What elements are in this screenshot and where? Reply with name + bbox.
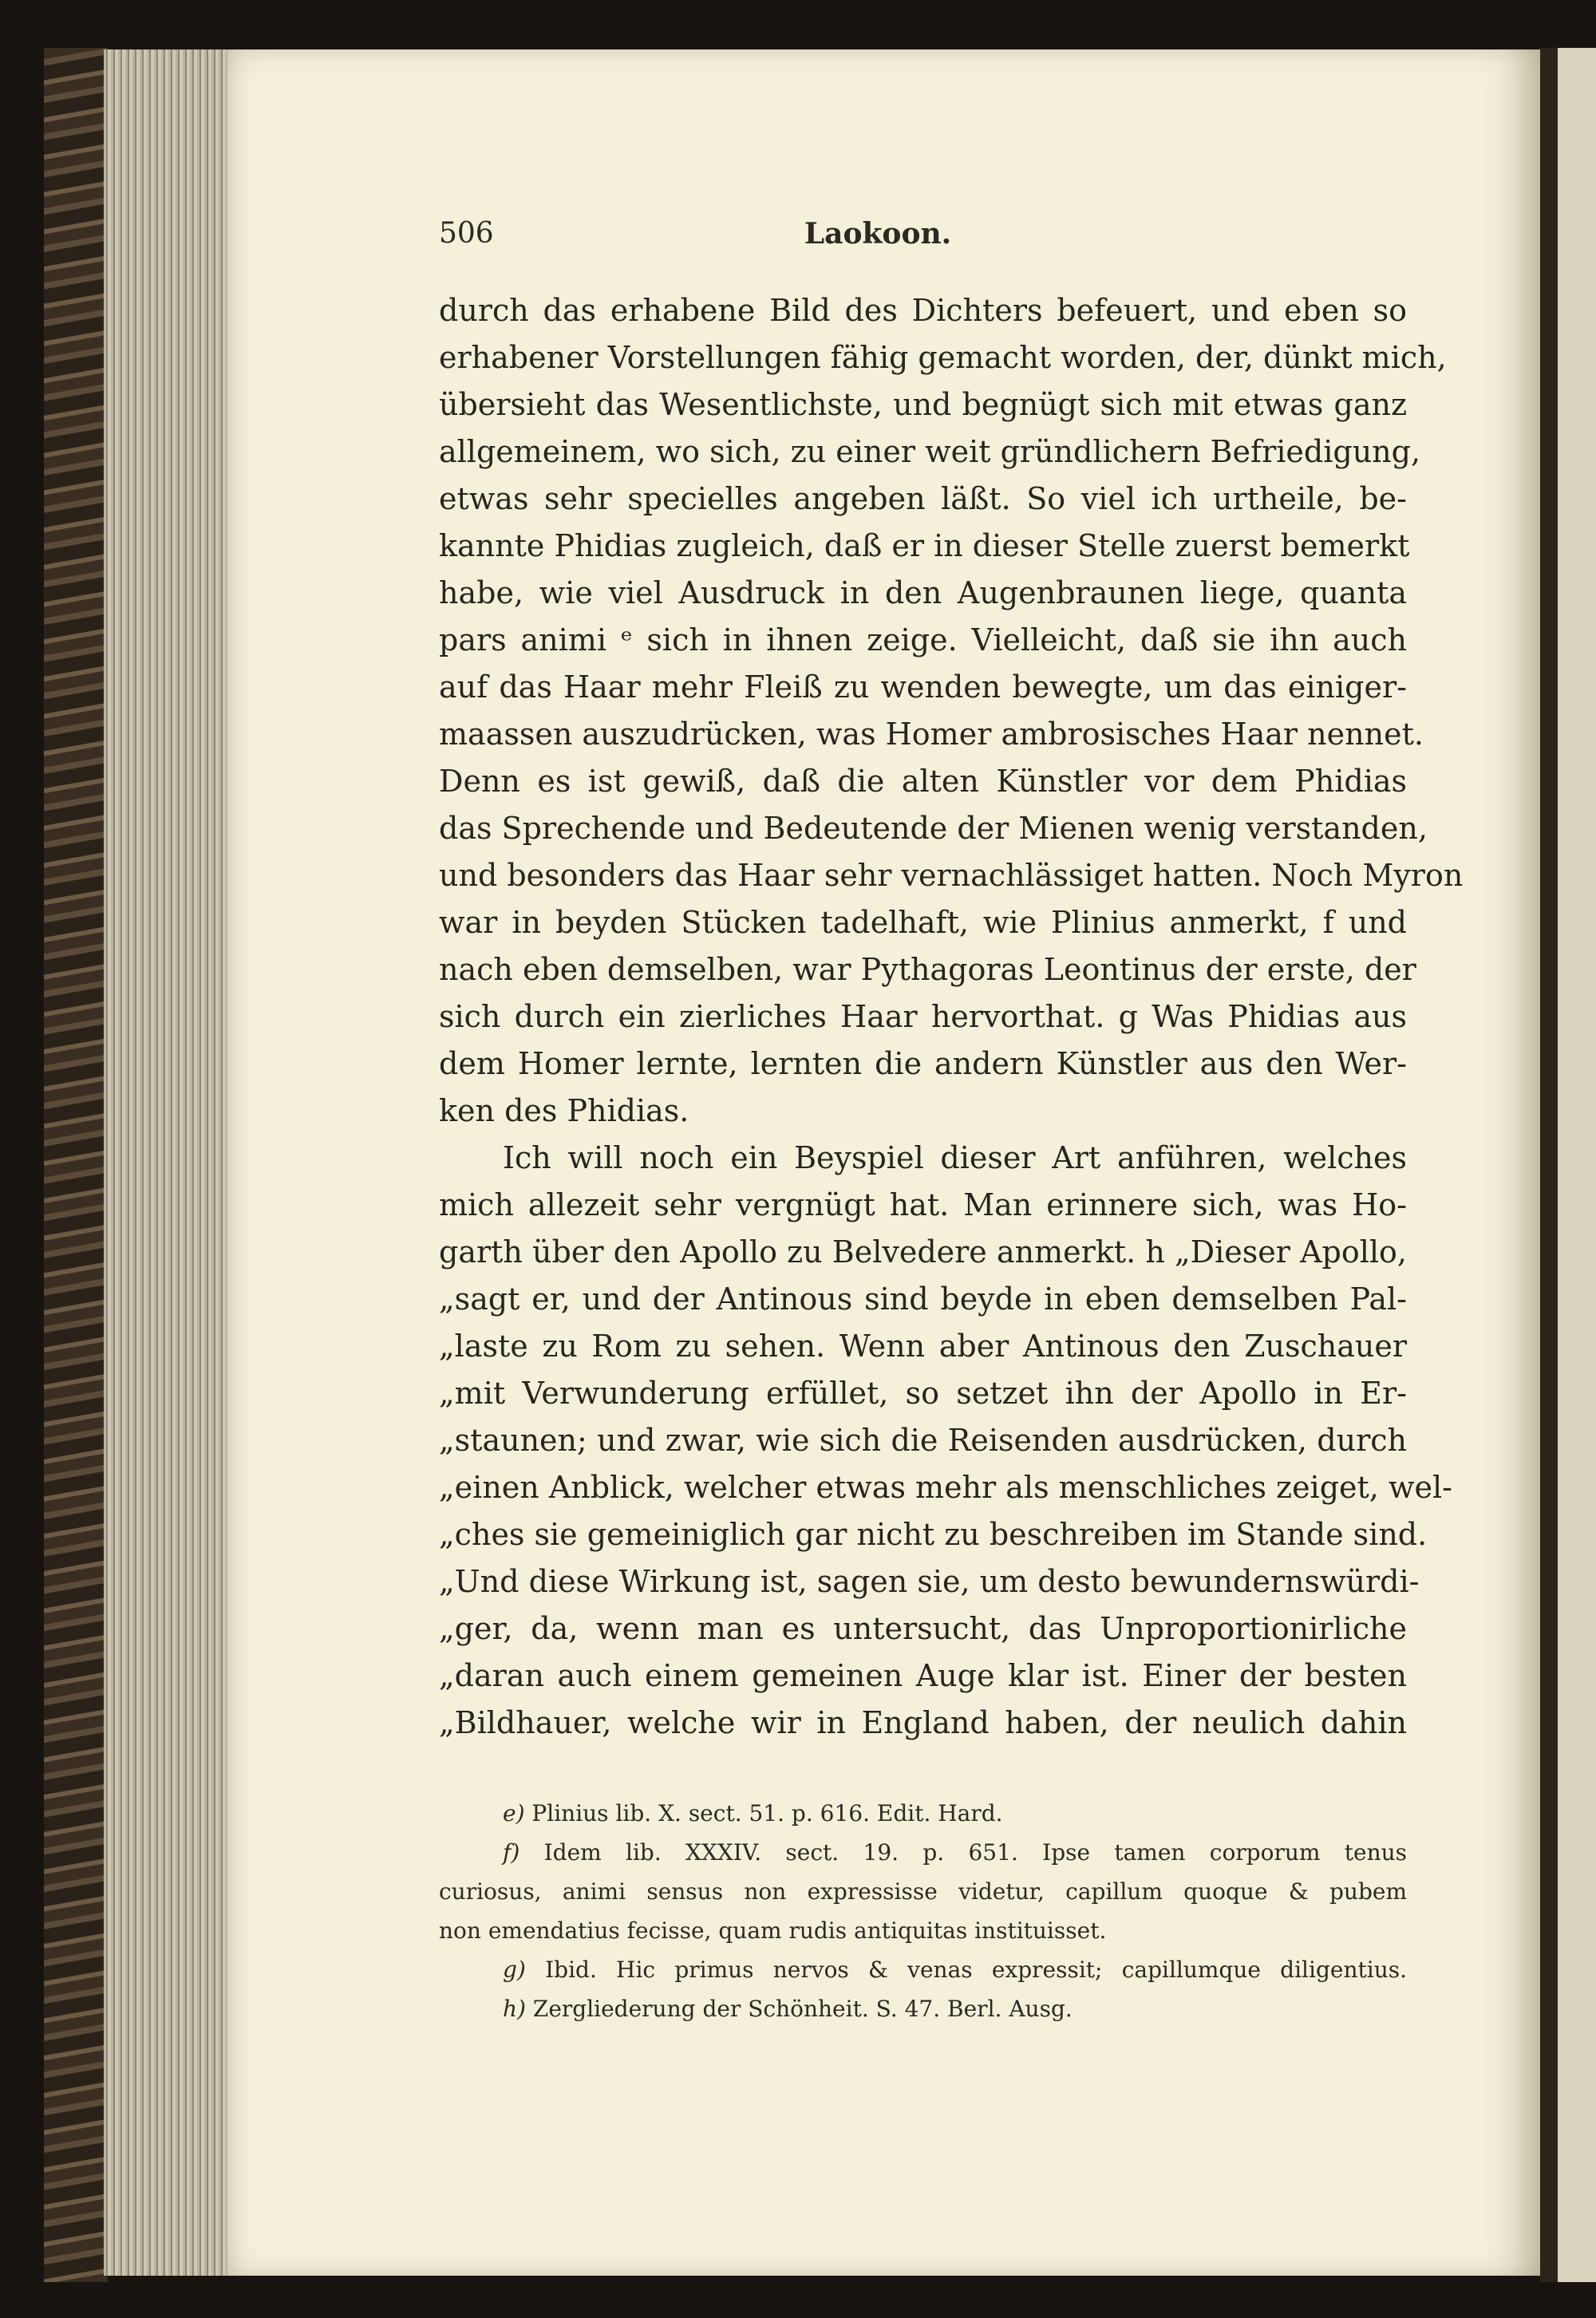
text-line: dem Homer lernte, lernten die andern Künstler aus den Wer- [439, 1046, 1407, 1081]
text-line: erhabener Vorstellungen fähig gemacht worden, der, dünkt mich, [439, 340, 1447, 375]
footnote-text: Plinius lib. X. sect. 51. p. 616. Edit. Hard. [531, 1800, 1003, 1826]
text-line: und besonders das Haar sehr vernachlässiget hatten. Noch Myron [439, 858, 1464, 893]
text-line: „sagt er, und der Antinous sind beyde in eben demselben Pal- [439, 1281, 1407, 1317]
text-line: „ger, da, wenn man es untersucht, das Unproportionirliche [439, 1611, 1407, 1646]
text-line: nach eben demselben, war Pythagoras Leontinus der erste, der [439, 952, 1416, 987]
text-line: „einen Anblick, welcher etwas mehr als menschliches zeiget, wel- [439, 1470, 1452, 1505]
page-stack-edge [104, 49, 231, 2276]
text-line: durch das erhabene Bild des Dichters befeuert, und eben so [439, 293, 1407, 328]
text-line: „Bildhauer, welche wir in England haben, der neulich dahin [439, 1705, 1407, 1740]
text-line: kannte Phidias zugleich, daß er in dieser Stelle zuerst bemerkt [439, 528, 1410, 563]
text-line: „staunen; und zwar, wie sich die Reisenden ausdrücken, durch [439, 1423, 1407, 1458]
facing-page-edge [1558, 48, 1596, 2282]
page-number: 506 [439, 217, 494, 250]
text-line: übersieht das Wesentlichste, und begnügt sich mit etwas ganz [439, 387, 1407, 422]
footnotes [439, 1794, 1407, 2028]
footnote-text: Idem lib. XXXIV. sect. 19. p. 651. Ipse tamen corporum tenus [543, 1839, 1407, 1866]
footnote-line [439, 1833, 1407, 1872]
book-gutter [1540, 48, 1558, 2282]
text-line: „laste zu Rom zu sehen. Wenn aber Antinous den Zuschauer [439, 1329, 1407, 1364]
text-line: „ches sie gemeiniglich gar nicht zu beschreiben im Stande sind. [439, 1517, 1428, 1552]
text-line: „mit Verwunderung erfüllet, so setzet ihn der Apollo in Er- [439, 1376, 1407, 1411]
footnote-text: Zergliederung der Schönheit. S. 47. Berl. Ausg. [532, 1996, 1073, 2022]
footnote-marker: h) [503, 1996, 533, 2022]
footnote-text: curiosus, animi sensus non expressisse videtur, capillum quoque & pubem [439, 1878, 1407, 1905]
footnote-line [439, 1989, 1407, 2028]
running-title: Laokoon. [804, 217, 952, 251]
footnote-line [439, 1794, 1407, 1833]
footnote-text: non emendatius fecisse, quam rudis antiquitas instituisset. [439, 1917, 1107, 1944]
footnote-text: Ibid. Hic primus nervos & venas expressit; capillumque diligentius. [545, 1957, 1408, 1983]
text-line: „Und diese Wirkung ist, sagen sie, um desto bewundernswürdi- [439, 1564, 1420, 1599]
text-line: „daran auch einem gemeinen Auge klar ist. Einer der besten [439, 1658, 1407, 1693]
text-line: garth über den Apollo zu Belvedere anmerkt. h „Dieser Apollo, [439, 1234, 1407, 1270]
text-line: allgemeinem, wo sich, zu einer weit gründlichern Befriedigung, [439, 434, 1421, 469]
footnote-line [439, 1872, 1407, 1911]
text-line: ken des Phidias. [439, 1093, 689, 1128]
text-line: Ich will noch ein Beyspiel dieser Art anführen, welches [503, 1140, 1407, 1175]
text-line: auf das Haar mehr Fleiß zu wenden bewegte, um das einiger- [439, 669, 1407, 705]
book-cover-edge [44, 48, 108, 2282]
page-header [439, 217, 1407, 257]
footnote-marker: e) [503, 1800, 532, 1826]
text-line: habe, wie viel Ausdruck in den Augenbraunen liege, quanta [439, 575, 1407, 610]
footnote-marker: g) [503, 1957, 546, 1983]
text-line: sich durch ein zierliches Haar hervorthat. g Was Phidias aus [439, 999, 1407, 1034]
text-line: etwas sehr specielles angeben läßt. So viel ich urtheile, be- [439, 481, 1407, 516]
text-line: das Sprechende und Bedeutende der Mienen wenig verstanden, [439, 811, 1428, 846]
footnote-marker: f) [503, 1839, 544, 1866]
footnote-line [439, 1911, 1407, 1950]
text-line: war in beyden Stücken tadelhaft, wie Plinius anmerkt, f und [439, 905, 1407, 940]
text-line: maassen auszudrücken, was Homer ambrosisches Haar nennet. [439, 717, 1424, 752]
body-text [439, 287, 1464, 1747]
footnote-line [439, 1950, 1407, 1989]
text-line: pars animi ᵉ sich in ihnen zeige. Vielleicht, daß sie ihn auch [439, 622, 1407, 657]
text-line: Denn es ist gewiß, daß die alten Künstler vor dem Phidias [439, 764, 1407, 799]
text-line: mich allezeit sehr vergnügt hat. Man erinnere sich, was Ho- [439, 1187, 1407, 1222]
